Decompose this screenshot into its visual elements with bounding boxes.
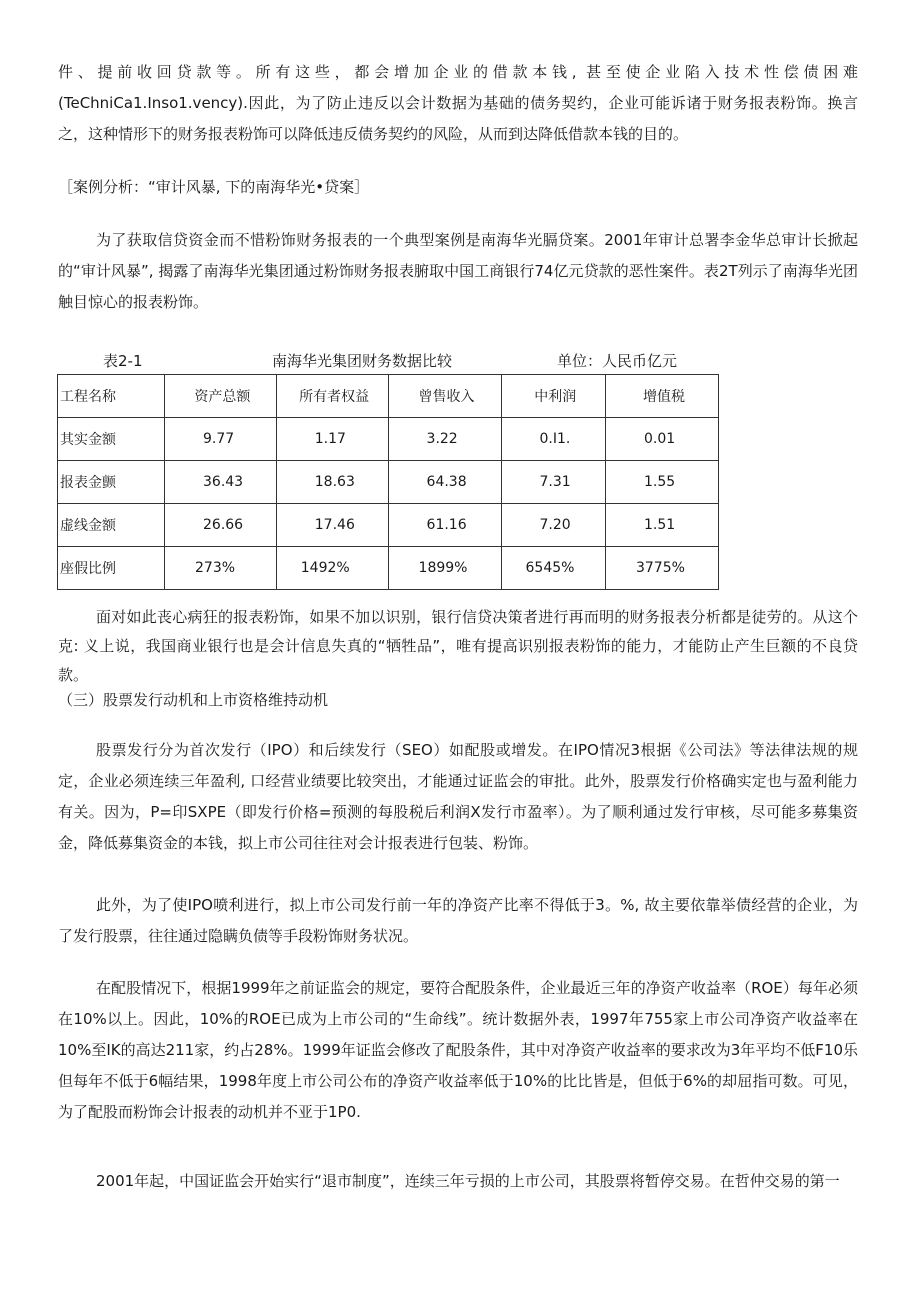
paragraph-delisting: 2001年起，中国证监会开始实行“退市制度”，连续三年亏损的上市公司，其股票将暂停交易。在哲仲交易的第一	[96, 1172, 840, 1190]
table-cell: 9.77	[165, 418, 277, 461]
table-cell: 3775%	[605, 547, 718, 590]
table-cell: 0.01	[605, 418, 718, 461]
table-header-row	[58, 375, 719, 418]
table-row-label: 报表金颤	[58, 461, 165, 504]
section-title-stock-issuance: （三）股票发行动机和上市资格维持动机	[58, 691, 329, 709]
paragraph-bank-warning: 面对如此丧心病狂的报表粉饰，如果不加以识别，银行信贷决策者进行再而明的财务报表分析都是徒劳的。从这个克: 义上说，我国商业银行也是会计信息失真的“牺牲品”，唯有提高识别报表粉饰的能力，才能防止产生巨额的不良贷款。	[58, 608, 858, 684]
table-row-label: 其实金额	[58, 418, 165, 461]
paragraph-stock-issuance: 股票发行分为首次发行（IPO）和后续发行（SEO）如配股或增发。在IPO情况3根据《公司法》等法律法规的规定，企业必须连续三年盈利, 口经营业绩要比较突出，才能通过证监会的审批。此外，股票发行价格确实定也与盈利能力有关。因为，P=印SXPE（即发行价格=预测的每股税后利润X发行市盈率）。为了顺利通过发行审核，尽可能多募集资金，降低募集资金的本钱，拟上市公司往往对会计报表进行包装、粉饰。	[58, 741, 858, 852]
table-row	[58, 547, 719, 590]
table-number: 表2-1	[103, 352, 143, 370]
table-title: 南海华光集团财务数据比较	[272, 352, 453, 370]
table-row	[58, 418, 719, 461]
case-analysis-title: ［案例分析：“审计风暴, 下的南海华光•贷案］	[58, 178, 370, 196]
table-cell: 61.16	[388, 504, 501, 547]
table-cell: 1.17	[276, 418, 388, 461]
paragraph-case-intro: 为了获取信贷资金而不惜粉饰财务报表的一个典型案例是南海华光膈贷案。2001年审计总署李金华总审计长掀起的“审计风暴”, 揭露了南海华光集团通过粉饰财务报表腑取中国工商银行74亿元贷款的恶性案件。表2T列示了南海华光团触目惊心的报表粉饰。	[58, 231, 858, 311]
financial-data-table	[57, 374, 719, 590]
table-header-cell: 资产总额	[165, 375, 277, 418]
table-header-cell: 中利润	[501, 375, 605, 418]
table-cell: 3.22	[388, 418, 501, 461]
table-header-cell: 工程名称	[58, 375, 165, 418]
table-unit: 单位：人民币亿元	[557, 352, 678, 370]
paragraph-rights-issue: 在配股情况下，根据1999年之前证监会的规定，要符合配股条件，企业最近三年的净资产收益率（ROE）每年必须在10%以上。因此，10%的ROE已成为上市公司的“生命线”。统计数据外表，1997年755家上市公司净资产收益率在10%至IK的高达211家，约占28%。1999年证监会修改了配股条件，其中对净资产收益率的要求改为3年平均不低F10乐但每年不低于6幅结果，1998年度上市公司公布的净资产收益率低于10%的比比皆是，但低于6%的却屈指可数。可见，为了配股而粉饰会计报表的动机并不亚于1P0.	[58, 979, 859, 1121]
table-cell: 64.38	[388, 461, 501, 504]
paragraph-debt-contract: 件、提前收回贷款等。所有这些，都会增加企业的借款本钱, 甚至使企业陷入技术性偿债困难 (TeChniCa1.Inso1.vency).因此，为了防止违反以会计数据为基础的债务契约，企业可能诉诸于财务报表粉饰。换言之，这种情形下的财务报表粉饰可以降低违反债务契约的风险，从而到达降低借款本钱的目的。	[58, 63, 858, 143]
table-row-label: 虚线金额	[58, 504, 165, 547]
table-row	[58, 461, 719, 504]
table-cell: 273%	[165, 547, 277, 590]
table-cell: 36.43	[165, 461, 277, 504]
table-cell: 1899%	[388, 547, 501, 590]
table-header-cell: 曾售收入	[388, 375, 501, 418]
table-cell: 18.63	[276, 461, 388, 504]
table-cell: 1492%	[276, 547, 388, 590]
table-cell: 7.20	[501, 504, 605, 547]
table-caption	[0, 350, 920, 374]
table-cell: 1.51	[605, 504, 718, 547]
table-row-label: 座假比例	[58, 547, 165, 590]
table-cell: 6545%	[501, 547, 605, 590]
paragraph-ipo-asset-ratio: 此外，为了使IPO喷利进行，拟上市公司发行前一年的净资产比率不得低于3。%, 故主要依靠举债经营的企业，为了发行股票，往往通过隐瞒负债等手段粉饰财务状况。	[58, 896, 858, 945]
table-header-cell: 增值税	[605, 375, 718, 418]
table-cell: 17.46	[276, 504, 388, 547]
table-cell: 0.I1.	[501, 418, 605, 461]
table-cell: 7.31	[501, 461, 605, 504]
table-row	[58, 504, 719, 547]
table-cell: 26.66	[165, 504, 277, 547]
table-cell: 1.55	[605, 461, 718, 504]
table-header-cell: 所有者权益	[276, 375, 388, 418]
